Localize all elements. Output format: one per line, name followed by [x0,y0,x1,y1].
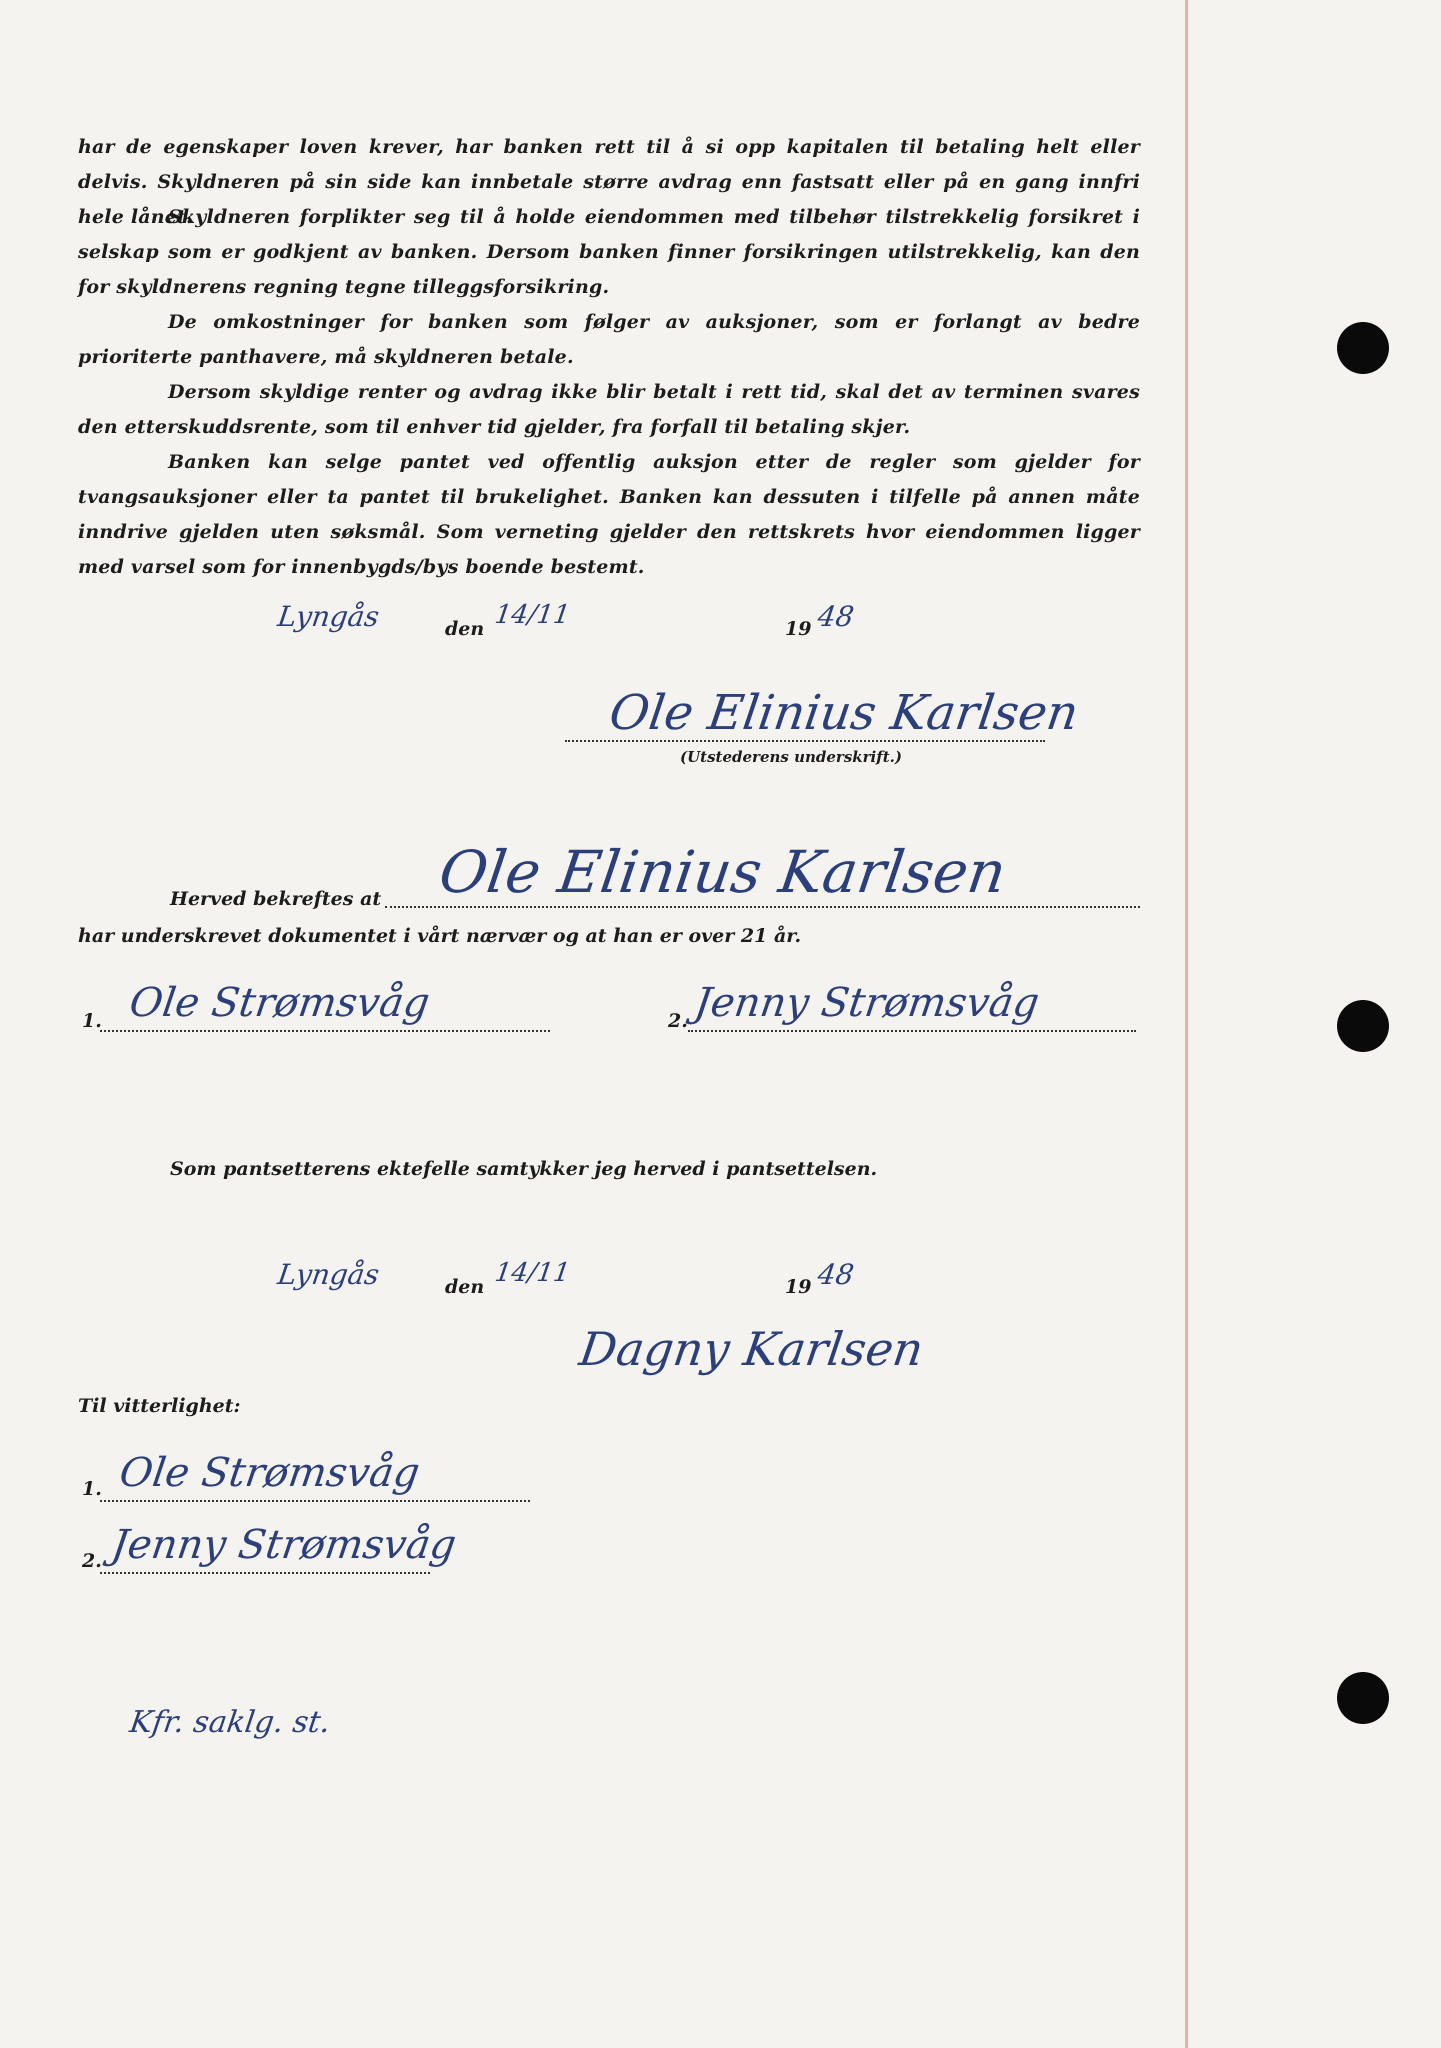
punch-hole-top [1337,322,1389,374]
issuer-den-label: den [445,618,485,640]
issuer-signature: Ole Elinius Karlsen [606,685,1082,741]
issuer-signature-caption: (Utstederens underskrift.) [680,748,902,766]
annotation-note: Kfr. saklg. st. [127,1705,333,1740]
attestation-label: Til vitterlighet: [78,1395,241,1417]
spouse-year-prefix: 19 [785,1276,812,1298]
attest-witness2-number: 2. [82,1550,102,1572]
certified-name-line [385,906,1140,908]
spouse-date: 14/11 [492,1258,573,1288]
margin-rule [1185,0,1188,2048]
certified-name: Ole Elinius Karlsen [435,838,1011,906]
issuer-signature-line [565,740,1045,742]
issuer-date: 14/11 [492,600,573,630]
issuer-year-prefix: 19 [785,618,812,640]
attest-witness2-signature: Jenny Strømsvåg [108,1522,459,1568]
cert-witness1-line [100,1030,550,1032]
issuer-year-suffix: 48 [815,600,856,633]
paragraph-costs: De omkostninger for banken som følger av auksjoner, som er forlangt av bedre prioriterte panthavere, må skyldneren betale. [78,311,1140,368]
paragraph-insurance: Skyldneren forplikter seg til å holde eiendommen med tilbehør tilstrekkelig forsikret i selskap som er godkjent av banken. Dersom banken finner forsikringen utilstrekkelig, kan den for skyldnerens regning tegne tilleggsforsikring. [78,206,1140,298]
certification-label: Herved bekreftes at [170,888,382,910]
attest-witness1-signature: Ole Strømsvåg [116,1450,423,1496]
cert-witness1-number: 1. [82,1010,102,1032]
paragraph-interest: Dersom skyldige renter og avdrag ikke blir betalt i rett tid, skal det av terminen svares den etterskuddsrente, som til enhver tid gjelder, fra forfall til betaling skjer. [78,381,1140,438]
punch-hole-middle [1337,1000,1389,1052]
cert-witness2-signature: Jenny Strømsvåg [691,980,1042,1026]
paragraph-auction: Banken kan selge pantet ved offentlig auksjon etter de regler som gjelder for tvangsauksjoner eller ta pantet til brukelighet. Banken kan dessuten i tilfelle på annen måte inndrive gjelden uten søksmål. Som verneting gjelder den rettskrets hvor eiendommen ligger med varsel som for innenbygds/bys boende bestemt. [78,451,1140,578]
issuer-place: Lyngås [275,600,382,633]
cert-witness1-signature: Ole Strømsvåg [126,980,433,1026]
spouse-signature: Dagny Karlsen [576,1322,927,1376]
punch-hole-bottom [1337,1672,1389,1724]
cert-witness2-line [688,1030,1136,1032]
spouse-den-label: den [445,1276,485,1298]
spouse-consent-text: Som pantsetterens ektefelle samtykker jeg herved i pantsettelsen. [170,1158,878,1180]
spouse-place: Lyngås [275,1258,382,1291]
spouse-year-suffix: 48 [815,1258,856,1291]
certification-statement: har underskrevet dokumentet i vårt nærvær og at han er over 21 år. [78,925,802,947]
attest-witness2-line [100,1572,430,1574]
attest-witness1-line [100,1500,530,1502]
attest-witness1-number: 1. [82,1478,102,1500]
cert-witness2-number: 2. [668,1010,688,1032]
paragraph-loan-terms: har de egenskaper loven krever, har banken rett til å si opp kapitalen til betaling helt eller delvis. Skyldneren på sin side kan innbetale større avdrag enn fastsatt eller på en gang innfri hele lånet. [78,136,1140,228]
